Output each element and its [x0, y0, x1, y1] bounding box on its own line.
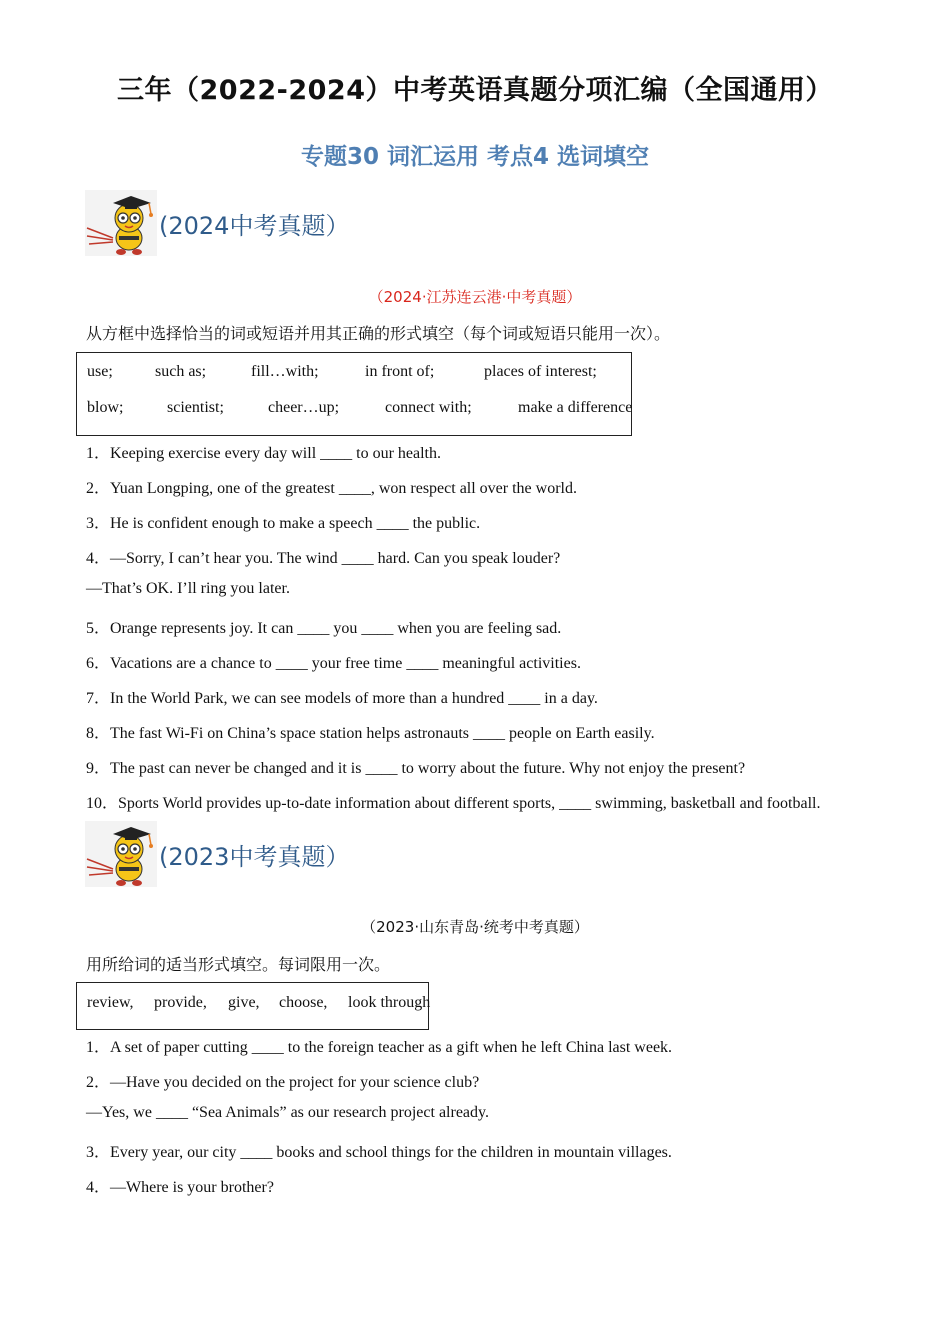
question-line: 8．The fast Wi-Fi on China’s space station helps astronauts ____ people on Earth easily.	[86, 725, 655, 742]
word-bank-item: choose,	[279, 994, 328, 1011]
word-bank-item: review,	[87, 994, 134, 1011]
document-title: 三年（2022-2024）中考英语真题分项汇编（全国通用）	[117, 75, 833, 106]
question-line: 9．The past can never be changed and it is ____ to worry about the future. Why not enjoy the present?	[86, 760, 746, 777]
word-bank-item: give,	[228, 994, 260, 1011]
word-bank-item: look through	[348, 994, 431, 1011]
word-bank-item: such as;	[155, 363, 207, 380]
word-bank-item: use;	[87, 363, 113, 380]
question-line: 6．Vacations are a chance to ____ your free time ____ meaningful activities.	[86, 655, 581, 672]
instruction-text: 用所给词的适当形式填空。每词限用一次。	[86, 955, 391, 974]
instruction-text: 从方框中选择恰当的词或短语并用其正确的形式填空（每个词或短语只能用一次）。	[86, 324, 671, 343]
mascot-graduate-icon	[85, 821, 157, 887]
word-bank-item: make a difference	[518, 399, 633, 416]
section-label: (2024中考真题）	[159, 211, 350, 240]
question-line: 2．—Have you decided on the project for your science club?	[86, 1074, 480, 1091]
mascot-graduate-icon	[85, 190, 157, 256]
word-bank-row-1	[87, 363, 597, 381]
word-bank-item: fill…with;	[251, 363, 319, 380]
word-bank-item: provide,	[154, 994, 207, 1011]
word-bank-item: blow;	[87, 399, 124, 416]
question-source: （2024·江苏连云港·中考真题）	[368, 288, 582, 306]
question-line: 1．A set of paper cutting ____ to the foreign teacher as a gift when he left China last week.	[86, 1039, 673, 1056]
question-line: 1．Keeping exercise every day will ____ to our health.	[86, 445, 442, 462]
word-bank-item: places of interest;	[484, 363, 597, 380]
word-bank-item: connect with;	[385, 399, 472, 416]
word-bank-item: scientist;	[167, 399, 224, 416]
word-bank-row-1	[87, 994, 430, 1012]
word-bank-item: in front of;	[365, 363, 435, 380]
question-line: —That’s OK. I’ll ring you later.	[86, 580, 290, 597]
word-bank-item: cheer…up;	[268, 399, 340, 416]
document-subtitle: 专题30 词汇运用 考点4 选词填空	[300, 144, 650, 170]
question-line: 2．Yuan Longping, one of the greatest ____, won respect all over the world.	[86, 480, 577, 497]
section-label: (2023中考真题）	[159, 842, 350, 871]
word-bank-row-2	[87, 399, 632, 417]
word-bank-box	[76, 352, 632, 436]
question-line: 4．—Sorry, I can’t hear you. The wind ____ hard. Can you speak louder?	[86, 550, 561, 567]
question-line: 10．Sports World provides up-to-date information about different sports, ____ swimming, basketball and football.	[86, 795, 821, 812]
question-source: （2023·山东青岛·统考中考真题）	[361, 918, 589, 936]
question-line: 5．Orange represents joy. It can ____ you ____ when you are feeling sad.	[86, 620, 562, 637]
question-line: 7．In the World Park, we can see models of more than a hundred ____ in a day.	[86, 690, 598, 707]
question-line: 3．He is confident enough to make a speech ____ the public.	[86, 515, 481, 532]
question-line: 4．—Where is your brother?	[86, 1179, 274, 1196]
word-bank-box	[76, 982, 429, 1030]
section-header-2023	[85, 821, 349, 887]
question-line: 3．Every year, our city ____ books and school things for the children in mountain villages.	[86, 1144, 672, 1161]
question-line: —Yes, we ____ “Sea Animals” as our research project already.	[86, 1104, 489, 1121]
section-header-2024	[85, 190, 349, 256]
